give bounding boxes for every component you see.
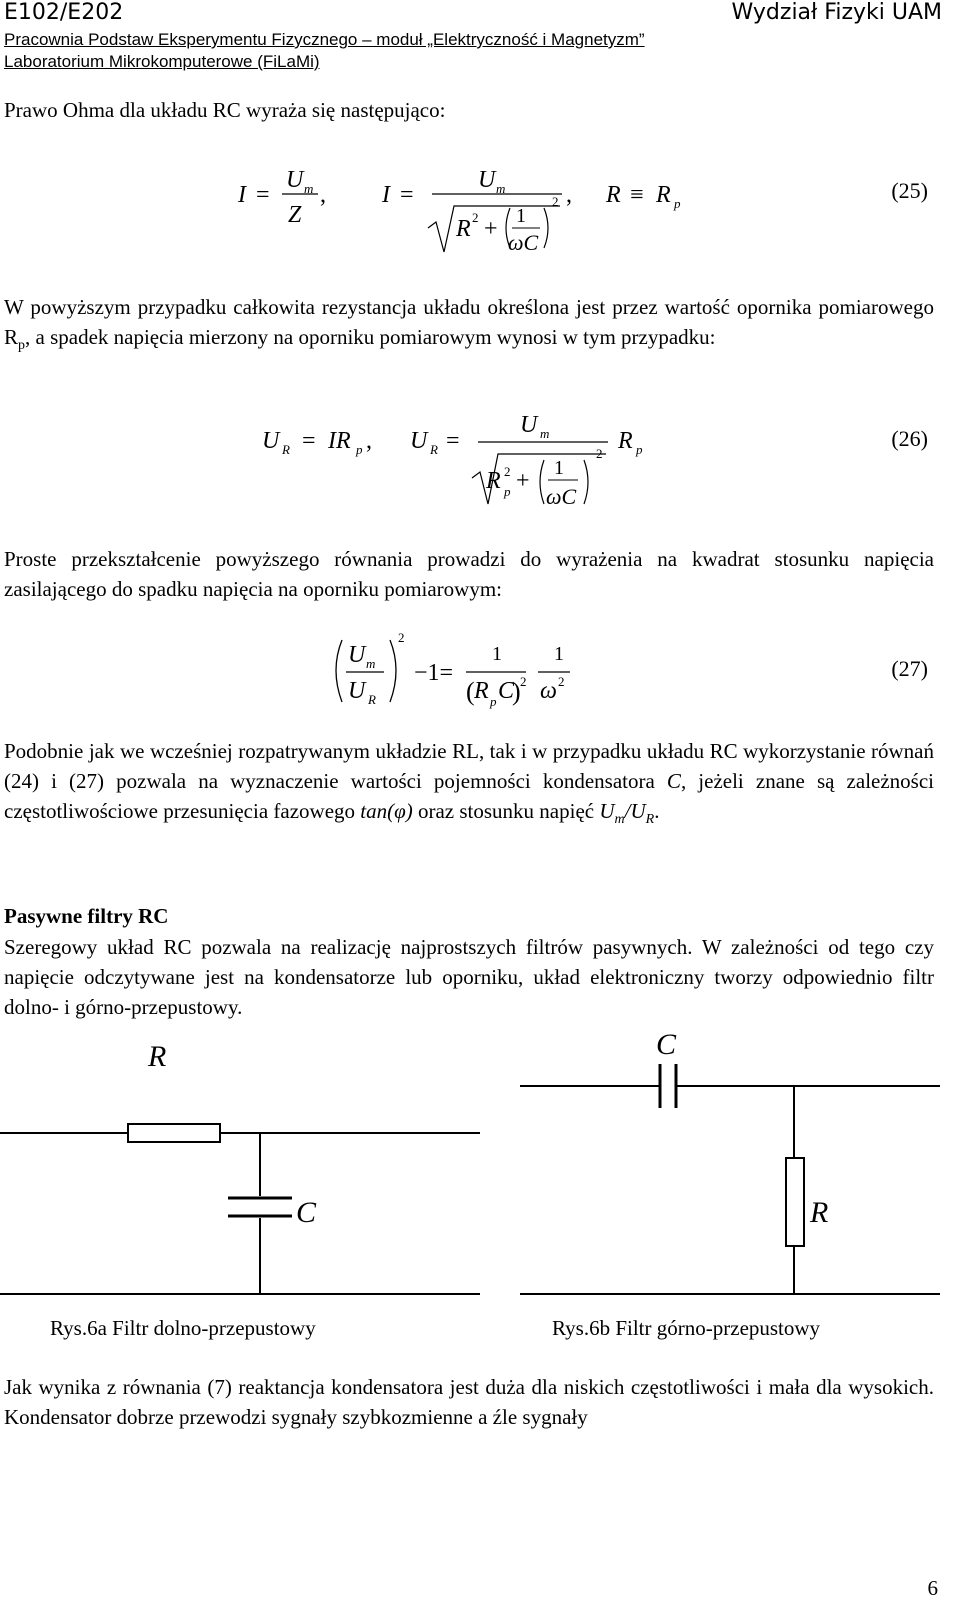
- svg-text:2: 2: [596, 446, 603, 461]
- page-number: 6: [927, 1576, 938, 1600]
- resistor-symbol: [128, 1124, 220, 1142]
- svg-text:m: m: [304, 181, 314, 196]
- svg-text:ωC: ωC: [546, 484, 577, 509]
- svg-text:2: 2: [558, 674, 565, 689]
- section-heading: Pasywne filtry RC: [4, 904, 169, 928]
- svg-text:1: 1: [516, 205, 526, 227]
- svg-text:≡: ≡: [630, 182, 644, 208]
- svg-text:2: 2: [398, 630, 405, 645]
- svg-text:,: ,: [320, 182, 326, 208]
- svg-text:R: R: [618, 428, 633, 454]
- svg-text:IR: IR: [328, 428, 351, 454]
- svg-text:+: +: [484, 216, 498, 242]
- svg-text:R: R: [282, 442, 290, 457]
- svg-text:,: ,: [366, 428, 372, 454]
- paragraph-filters: Szeregowy układ RC pozwala na realizację najprostszych filtrów pasywnych. W zależności od tego czy napięcie odczytywane jest na kondensatorze lub oporniku, układ elektroniczny tworzy odpowiednio filtr dolno- i górno-przepustowy.: [4, 935, 934, 1019]
- svg-text:m: m: [496, 181, 506, 196]
- page-header: [4, 0, 942, 28]
- paragraph-reactance: Jak wynika z równania (7) reaktancja kondensatora jest duża dla niskich częstotliwości i mała dla wysokich. Kondensator dobrze przewodzi sygnały szybkozmienne a źle sygnały: [4, 1375, 934, 1429]
- faculty-name: Wydział Fizyki UAM: [731, 0, 942, 25]
- svg-text:1: 1: [492, 643, 502, 665]
- caption-figure-6a: Rys.6a Filtr dolno-przepustowy: [50, 1316, 316, 1340]
- svg-text:p: p: [490, 694, 497, 709]
- svg-text:I: I: [382, 182, 390, 208]
- svg-text:=: =: [256, 182, 270, 208]
- equation-27: [0, 626, 960, 726]
- svg-text:m: m: [540, 426, 550, 441]
- svg-text:m: m: [366, 656, 376, 671]
- svg-text:ω: ω: [540, 678, 557, 704]
- svg-text:I: I: [238, 182, 246, 208]
- svg-text:R: R: [606, 182, 621, 208]
- svg-text:(: (: [466, 677, 475, 706]
- svg-text:U: U: [286, 167, 304, 193]
- svg-text:,: ,: [566, 182, 572, 208]
- capacitor-label: C: [656, 1028, 677, 1061]
- circuit-high-pass: [480, 1026, 960, 1316]
- svg-text:2: 2: [472, 210, 479, 225]
- svg-text:R: R: [430, 442, 438, 457]
- svg-text:=: =: [302, 428, 316, 454]
- svg-text:C: C: [498, 678, 515, 704]
- svg-text:=: =: [400, 182, 414, 208]
- equation-26: [0, 402, 960, 522]
- header-lab-subline: Laboratorium Mikrokomputerowe (FiLaMi): [4, 52, 320, 71]
- paragraph-capacitance: Podobnie jak we wcześniej rozpatrywanym układzie RL, tak i w przypadku układu RC wykorzystanie równań (24) i (27) pozwala na wyznaczenie wartości pojemności kondensatora C, jeżeli znane są zależności częstotliwościowe przesunięcia fazowego tan(φ) oraz stosunku napięć $U_m/U_R$.: [4, 739, 934, 828]
- svg-text:p: p: [356, 442, 363, 457]
- svg-text:U: U: [348, 678, 366, 704]
- svg-text:U: U: [262, 428, 280, 454]
- caption-figure-6b: Rys.6b Filtr górno-przepustowy: [552, 1316, 821, 1340]
- svg-text:Z: Z: [288, 202, 302, 228]
- paragraph-transformation: Proste przekształcenie powyższego równania prowadzi do wyrażenia na kwadrat stosunku napięcia zasilającego do spadku napięcia na oporniku pomiarowym:: [4, 547, 934, 601]
- svg-text:2: 2: [504, 464, 511, 479]
- svg-text:1: 1: [554, 457, 564, 479]
- svg-text:R: R: [474, 678, 489, 704]
- equation-number-25: (25): [891, 178, 928, 203]
- paragraph-intro: Prawo Ohma dla układu RC wyraża się następująco:: [4, 98, 446, 122]
- circuit-low-pass: [0, 1026, 480, 1316]
- resistor-symbol: [786, 1158, 804, 1246]
- svg-text:1: 1: [554, 643, 564, 665]
- resistor-label: R: [810, 1196, 829, 1229]
- svg-text:): ): [512, 677, 521, 706]
- resistor-label: R: [148, 1040, 167, 1073]
- equation-number-27: (27): [891, 656, 928, 681]
- equation-25: [0, 150, 960, 270]
- paragraph-resistance: W powyższym przypadku całkowita rezystancja układu określona jest przez wartość opornika pomiarowego $R_p$, a spadek napięcia mierzony na oporniku pomiarowym wynosi w tym przypadku:: [4, 295, 934, 354]
- header-lab-line: Pracownia Podstaw Eksperymentu Fizycznego – moduł „Elektryczność i Magnetyzm”: [4, 30, 645, 49]
- svg-text:2: 2: [520, 674, 527, 689]
- equation-number-26: (26): [891, 426, 928, 451]
- svg-text:R: R: [656, 182, 671, 208]
- svg-text:R: R: [486, 468, 501, 494]
- svg-text:+: +: [516, 468, 530, 494]
- svg-text:U: U: [410, 428, 428, 454]
- svg-text:U: U: [478, 167, 496, 193]
- svg-text:U: U: [520, 412, 538, 438]
- svg-text:R: R: [456, 216, 471, 242]
- svg-text:=: =: [446, 428, 460, 454]
- svg-text:ωC: ωC: [508, 230, 539, 255]
- svg-text:p: p: [504, 484, 511, 499]
- svg-text:p: p: [636, 442, 643, 457]
- svg-text:U: U: [348, 642, 366, 668]
- svg-text:−1=: −1=: [414, 660, 454, 686]
- capacitor-label: C: [296, 1196, 317, 1229]
- svg-text:2: 2: [552, 194, 559, 209]
- course-code: E102/E202: [4, 0, 124, 25]
- svg-text:R: R: [368, 692, 376, 707]
- svg-text:p: p: [674, 196, 681, 211]
